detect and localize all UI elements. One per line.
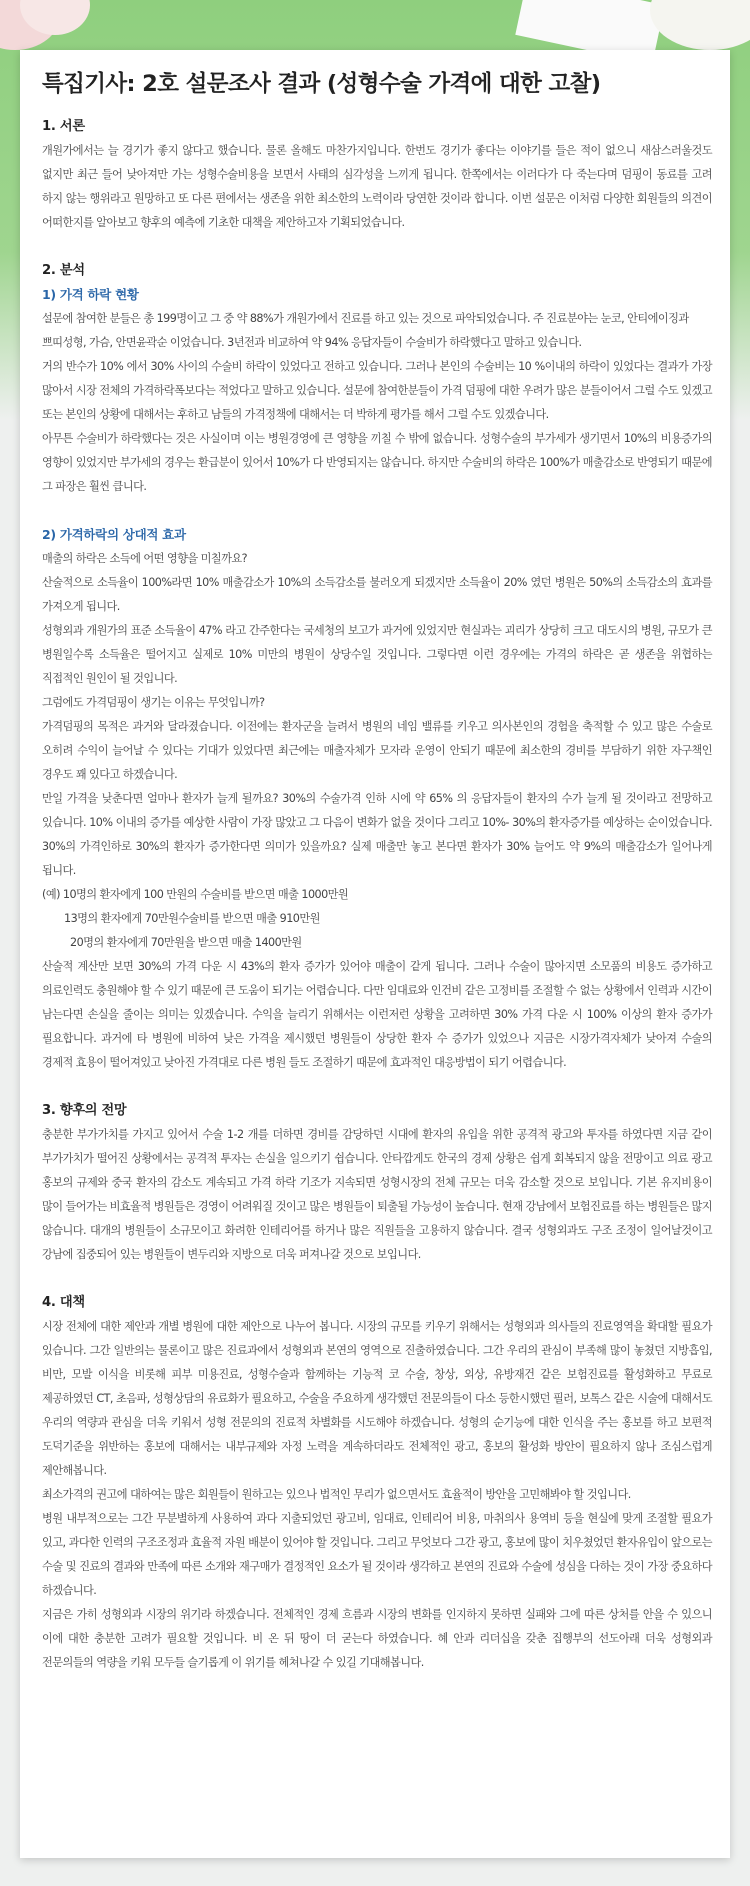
section-heading: 2. 분석: [42, 263, 85, 278]
paragraph: 만일 가격을 낮춘다면 얼마나 환자가 늘게 될까요? 30%의 수술가격 인하 시에 약 65% 의 응답자들이 환자의 수가 늘게 될 것이라고 전망하고 있습니다. 10% 이내의 증가를 예상한 사람이 가장 많았고 그 다음이 변화가 없을 것이다 그리고 10%- 30%의 환자증가를 예상하는 순이었습니다. 30%의 가격인하로 30%의 환자가 증가한다면 의미가 있을까요? 실제 매출만 놓고 본다면 환자가 30% 늘어도 약 9%의 매출감소가 일어나게 됩니다.: [42, 792, 712, 877]
article-card: [20, 50, 730, 1858]
example-line: 13명의 환자에게 70만원수술비를 받으면 매출 910만원: [64, 912, 320, 925]
section-heading: 4. 대책: [42, 1295, 85, 1310]
paragraph: 개원가에서는 늘 경기가 좋지 않다고 했습니다. 물론 올해도 마찬가지입니다. 한번도 경기가 좋다는 이야기를 들은 적이 없으니 새삼스러울것도 없지만 최근 들어 낮아져만 가는 성형수술비용을 보면서 사태의 심각성을 느끼게 됩니다. 한쪽에서는 이러다가 다 죽는다며 덤핑이 동료를 고려 하지 않는 행위라고 원망하고 또 다른 편에서는 생존을 위한 최소한의 노력이라 당연한 것이라 합니다. 이번 설문은 이처럼 다양한 회원들의 의견이 어떠한지를 알아보고 향후의 예측에 기초한 대책을 제안하고자 기획되었습니다.: [42, 144, 712, 229]
paragraph: 매출의 하락은 소득에 어떤 영향을 미칠까요?: [42, 552, 248, 565]
paragraph: 거의 반수가 10% 에서 30% 사이의 수술비 하락이 있었다고 전하고 있습니다. 그러나 본인의 수술비는 10 %이내의 하락이 있었다는 결과가 가장 많아서 시장 전체의 가격하락폭보다는 적었다고 말하고 있습니다. 설문에 참여한분들이 가격 덤핑에 대한 우려가 많은 분들이어서 그럴 수도 있겠고 또는 본인의 상황에 대해서는 후하고 남들의 가격정책에 대해서는 더 박하게 평가를 해서 그럴 수도 있겠습니다.: [42, 360, 712, 421]
paragraph: 병원 내부적으로는 그간 무분별하게 사용하여 과다 지출되었던 광고비, 임대료, 인테리어 비용, 마취의사 용역비 등을 현실에 맞게 조절할 필요가 있고, 과다한 인력의 구조조정과 효율적 자원 배분이 있어야 할 것입니다. 그리고 무엇보다 그간 광고, 홍보에 많이 치우쳤었던 환자유입이 앞으로는 수술 및 진료의 결과와 만족에 따른 소개와 재구매가 결정적인 요소가 될 것이라 생각하고 본연의 진료와 수술에 성심을 다하는 것이 가장 중요하다 하겠습니다.: [42, 1512, 712, 1597]
paragraph: 최소가격의 권고에 대하여는 많은 회원들이 원하고는 있으나 법적인 무리가 없으면서도 효율적이 방안을 고민해봐야 할 것입니다.: [42, 1488, 631, 1501]
paragraph: 가격덤핑의 목적은 과거와 달라졌습니다. 이전에는 환자군을 늘려서 병원의 네임 밸류를 키우고 의사본인의 경험을 축적할 수 있고 많은 수술로 오히려 수익이 늘어날 수 있다는 기대가 있었다면 최근에는 매출자체가 모자라 운영이 안되기 때문에 최소한의 경비를 부담하기 위한 자구책인 경우도 꽤 있다고 하겠습니다.: [42, 720, 712, 781]
section-heading: 3. 향후의 전망: [42, 1103, 127, 1118]
article-title: 특집기사: 2호 설문조사 결과 (성형수술 가격에 대한 고찰): [42, 71, 601, 97]
section-heading: 1. 서론: [42, 119, 85, 134]
paragraph: 지금은 가히 성형외과 시장의 위기라 하겠습니다. 전체적인 경제 흐름과 시장의 변화를 인지하지 못하면 실패와 그에 따른 상처를 안을 수 있으니 이에 대한 충분한 고려가 필요할 것입니다. 비 온 뒤 땅이 더 굳는다 하였습니다. 혜 안과 리더십을 갖춘 집행부의 선도아래 더욱 성형외과 전문의들의 역량을 키워 모두들 슬기롭게 이 위기를 헤쳐나갈 수 있길 기대해봅니다.: [42, 1608, 712, 1669]
subsection-heading: 1) 가격 하락 현황: [42, 287, 139, 302]
paragraph: 쁘띠성형, 가슴, 안면윤곽순 이었습니다. 3년전과 비교하여 약 94% 응답자들이 수술비가 하락했다고 말하고 있습니다.: [42, 336, 582, 349]
example-line: 20명의 환자에게 70만원을 받으면 매출 1400만원: [70, 936, 302, 949]
flower-decoration: [650, 0, 750, 50]
paragraph: 설문에 참여한 분들은 총 199명이고 그 중 약 88%가 개원가에서 진료를 하고 있는 것으로 파악되었습니다. 주 진료분야는 눈코, 안티에이징과: [42, 312, 689, 325]
paragraph: 산술적으로 소득율이 100%라면 10% 매출감소가 10%의 소득감소를 불러오게 되겠지만 소득율이 20% 였던 병원은 50%의 소득감소의 효과를 가져오게 됩니다.: [42, 576, 712, 613]
example-line: (예) 10명의 환자에게 100 만원의 수술비를 받으면 매출 1000만원: [42, 888, 349, 901]
paragraph: 시장 전체에 대한 제안과 개별 병원에 대한 제안으로 나누어 봅니다. 시장의 규모를 키우기 위해서는 성형외과 의사들의 진료영역을 확대할 필요가 있습니다. 그간 일반의는 물론이고 많은 진료과에서 성형외과 본연의 영역으로 진출하였습니다. 그간 우리의 관심이 부족해 많이 놓쳤던 지방흡입, 비만, 모발 이식을 비롯해 피부 미용진료, 성형수술과 함께하는 기능적 코 수술, 창상, 외상, 유방재건 같은 보험진료를 활성화하고 무료로 제공하였던 CT, 초음파, 성형상담의 유료화가 필요하고, 수술을 주요하게 생각했던 전문의들이 다소 등한시했던 필러, 보톡스 같은 시술에 대해서도 우리의 역량과 관심을 더욱 키워서 성형 전문의의 진료적 차별화를 시도해야 하겠습니다. 성형의 순기능에 대한 인식을 주는 홍보를 하고 보편적 도덕기준을 위반하는 홍보에 대해서는 내부규제와 자정 노력을 계속하더라도 전체적인 광고, 홍보의 활성화 방안이 필요하지 않나 조심스럽게 제안해봅니다.: [42, 1320, 712, 1477]
article-content: [42, 68, 712, 1675]
paragraph: 아무튼 수술비가 하락했다는 것은 사실이며 이는 병원경영에 큰 영향을 끼칠 수 밖에 없습니다. 성형수술의 부가세가 생기면서 10%의 비용증가의 영향이 있었지만 부가세의 경우는 환급분이 있어서 10%가 다 반영되지는 않습니다. 하지만 수술비의 하락은 100%가 매출감소로 반영되기 때문에 그 파장은 훨씬 큽니다.: [42, 432, 712, 493]
paragraph: 그럼에도 가격덤핑이 생기는 이유는 무엇입니까?: [42, 696, 265, 709]
paragraph: 성형외과 개원가의 표준 소득율이 47% 라고 간주한다는 국세청의 보고가 과거에 있었지만 현실과는 괴리가 상당히 크고 대도시의 병원, 규모가 큰 병원일수록 소득율은 떨어지고 실제로 10% 미만의 병원이 상당수일 것입니다. 그렇다면 이런 경우에는 가격의 하락은 곧 생존을 위협하는 직접적인 원인이 될 것입니다.: [42, 624, 712, 685]
paragraph: 충분한 부가가치를 가지고 있어서 수술 1-2 개를 더하면 경비를 감당하던 시대에 환자의 유입을 위한 공격적 광고와 투자를 하였다면 지금 같이 부가가치가 떨어진 상황에서는 공격적 투자는 손실을 일으키기 쉽습니다. 안타깝게도 한국의 경제 상황은 쉽게 회복되지 않을 전망이고 의료 광고 홍보의 규제와 중국 환자의 감소도 계속되고 가격 하락 기조가 지속되면 성형시장의 전체 규모는 더욱 감소할 것으로 보입니다. 기본 유지비용이 많이 들어가는 비효율적 병원들은 경영이 어려워질 것이고 많은 병원들이 퇴출될 가능성이 높습니다. 현재 강남에서 보험진료를 하는 병원들은 많지 않습니다. 대개의 병원들이 소규모이고 화려한 인테리어를 하거나 많은 직원들을 고용하지 않습니다. 결국 성형외과도 구조 조정이 일어날것이고 강남에 집중되어 있는 병원들이 변두리와 지방으로 더욱 퍼져나갈 것으로 보입니다.: [42, 1128, 712, 1261]
subsection-heading: 2) 가격하락의 상대적 효과: [42, 527, 186, 542]
paragraph: 산술적 계산만 보면 30%의 가격 다운 시 43%의 환자 증가가 있어야 매출이 같게 됩니다. 그러나 수술이 많아지면 소모품의 비용도 증가하고 의료인력도 충원해야 할 수 있기 때문에 큰 도움이 되기는 어렵습니다. 다만 임대료와 인건비 같은 고정비를 조절할 수 없는 상황에서 인력과 시간이 남는다면 손실을 줄이는 의미는 있겠습니다. 수익을 늘리기 위해서는 이런저런 상황을 고려하면 30% 가격 다운 시 100% 이상의 환자 증가가 필요합니다. 과거에 타 병원에 비하여 낮은 가격을 제시했던 병원들이 상당한 환자 수 증가가 있었으나 지금은 시장가격자체가 낮아져 수술의 경제적 효용이 떨어져있고 낮아진 가격대로 다른 병원 들도 조절하기 때문에 효과적인 대응방법이 되기 어렵습니다.: [42, 960, 712, 1069]
